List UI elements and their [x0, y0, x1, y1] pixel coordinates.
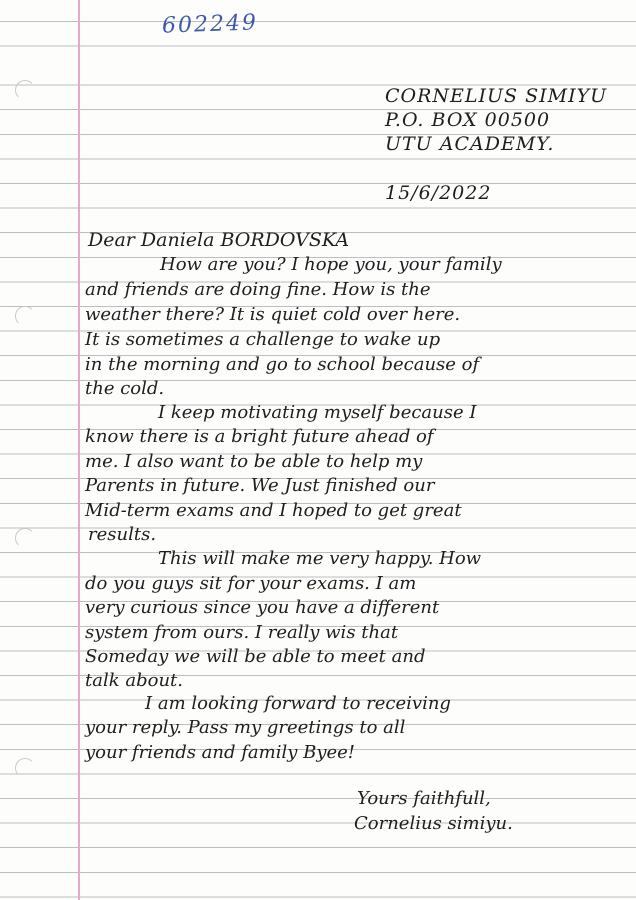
body-line: your friends and family Byee! — [85, 742, 356, 763]
body-line: me. I also want to be able to help my — [85, 451, 423, 472]
document-number: 602249 — [161, 10, 259, 39]
body-line: your reply. Pass my greetings to all — [85, 717, 406, 738]
body-line: system from ours. I really wis that — [85, 622, 399, 643]
closing: Yours faithfull, — [357, 788, 491, 809]
body-line: in the morning and go to school because of — [85, 354, 480, 375]
body-line: talk about. — [85, 670, 183, 691]
body-line: Someday we will be able to meet and — [85, 646, 426, 667]
sender-address: P.O. BOX 00500 — [385, 109, 551, 131]
salutation: Dear Daniela BORDOVSKA — [88, 229, 350, 251]
punch-hole-mark — [15, 528, 35, 548]
body-line: very curious since you have a different — [85, 597, 440, 618]
sender-school: UTU ACADEMY. — [385, 133, 555, 155]
body-line: I am looking forward to receiving — [145, 693, 451, 714]
body-line: It is sometimes a challenge to wake up — [85, 329, 441, 350]
signature: Cornelius simiyu. — [354, 813, 513, 834]
body-line: know there is a bright future ahead of — [85, 426, 434, 447]
punch-hole-mark — [15, 306, 35, 326]
body-line: weather there? It is quiet cold over here. — [85, 304, 461, 325]
body-line: do you guys sit for your exams. I am — [85, 573, 417, 594]
body-line: Parents in future. We Just finished our — [85, 475, 435, 496]
punch-hole-mark — [15, 80, 35, 100]
body-line: This will make me very happy. How — [158, 548, 482, 569]
letter-date: 15/6/2022 — [385, 182, 492, 204]
body-line: How are you? I hope you, your family — [160, 254, 502, 275]
body-line: Mid-term exams and I hoped to get great — [85, 500, 462, 521]
punch-hole-mark — [15, 758, 35, 778]
sender-name: CORNELIUS SIMIYU — [385, 85, 608, 107]
margin-rule — [78, 0, 80, 900]
body-line: the cold. — [85, 378, 165, 399]
body-line: I keep motivating myself because I — [158, 402, 477, 423]
body-line: results. — [88, 524, 157, 545]
body-line: and friends are doing fine. How is the — [85, 279, 431, 300]
